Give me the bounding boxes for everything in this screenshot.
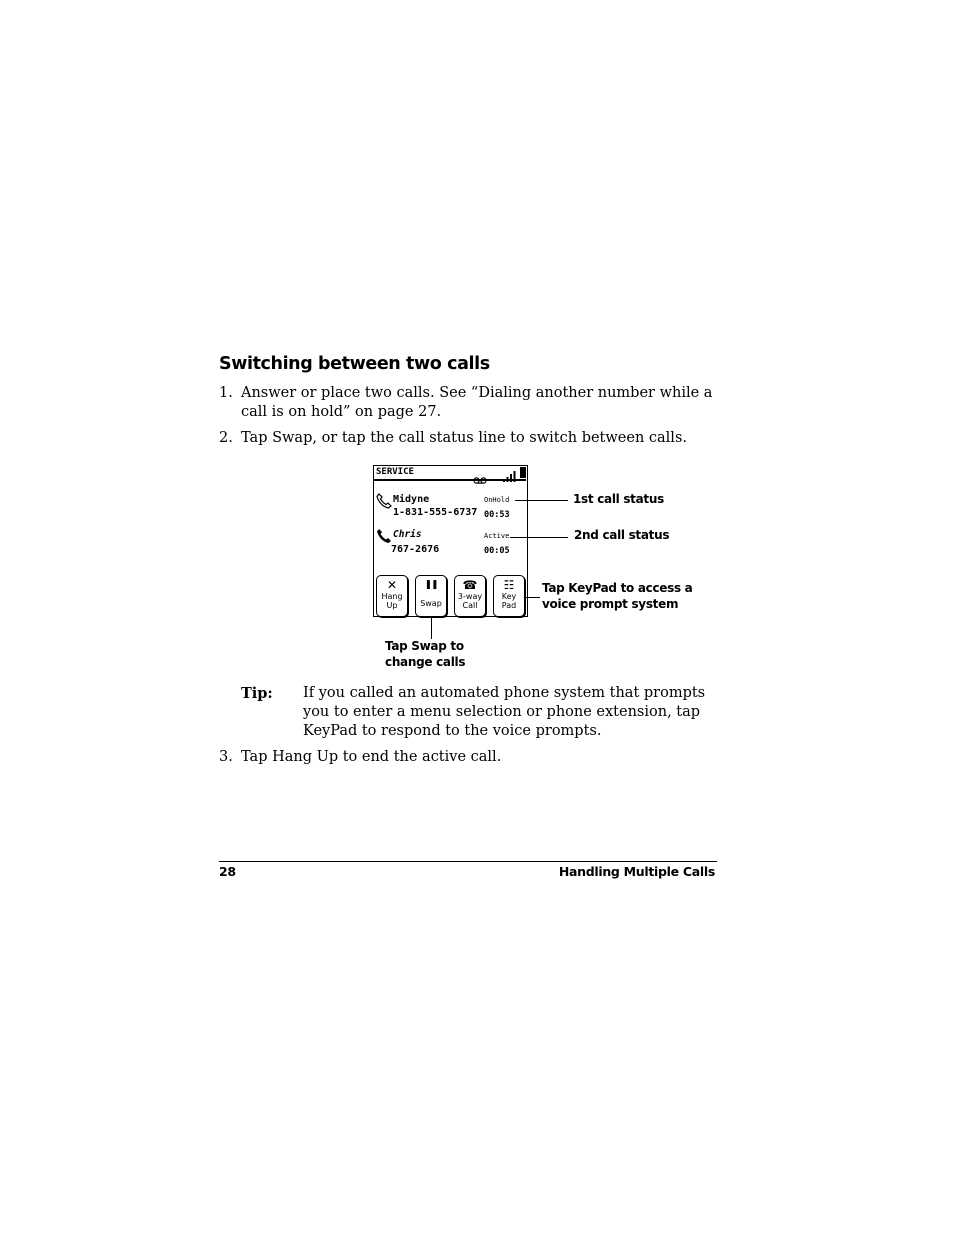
- call-2-status[interactable]: Active: [484, 532, 510, 540]
- service-label: SERVICE: [376, 467, 414, 477]
- swap-button[interactable]: [415, 575, 447, 617]
- callout-line-first-status: [515, 500, 568, 501]
- step-2-text: Tap Swap, or tap the call status line to switch between calls.: [241, 430, 687, 446]
- three-way-call-icon: ☎: [462, 578, 478, 592]
- battery-icon: [520, 467, 526, 478]
- callout-line-swap: [431, 618, 432, 639]
- step-3-number: 3.: [219, 749, 233, 765]
- callout-swap-line1: Tap Swap to: [385, 639, 464, 653]
- status-bar-divider: [374, 479, 526, 481]
- keypad-icon: ☷: [503, 578, 515, 592]
- callout-second-call-status: 2nd call status: [574, 528, 670, 542]
- hang-up-button[interactable]: [376, 575, 408, 617]
- callout-line-keypad: [525, 597, 540, 598]
- tip-text: If you called an automated phone system that prompts you to enter a menu selection or phone extension, tap KeyPad to respond to the voice prompts.: [303, 685, 706, 739]
- three-way-label-line1: 3-way: [457, 592, 483, 601]
- call-2-timer: 00:05: [484, 546, 510, 556]
- call-2-number[interactable]: 767-2676: [391, 544, 440, 555]
- voicemail-icon: [473, 469, 487, 476]
- section-heading: Switching between two calls: [219, 354, 490, 374]
- callout-first-call-status: 1st call status: [573, 492, 664, 506]
- tip-label: Tip:: [241, 685, 273, 702]
- phone-outline-icon[interactable]: [376, 493, 392, 509]
- step-2-number: 2.: [219, 430, 233, 446]
- hang-up-label-line2: Up: [386, 601, 398, 610]
- callout-line-second-status: [510, 537, 568, 538]
- keypad-label-line1: Key: [501, 592, 517, 601]
- callout-keypad-line1: Tap KeyPad to access a: [542, 581, 693, 595]
- step-1-number: 1.: [219, 385, 233, 401]
- step-3-text: Tap Hang Up to end the active call.: [241, 749, 502, 765]
- signal-bars-icon: [503, 467, 517, 478]
- call-1-status[interactable]: OnHold: [484, 496, 510, 504]
- three-way-label-line2: Call: [462, 601, 478, 610]
- three-way-call-button[interactable]: [454, 575, 486, 617]
- close-icon: ✕: [386, 578, 398, 592]
- callout-keypad-line2: voice prompt system: [542, 597, 679, 611]
- keypad-label-line2: Pad: [501, 601, 517, 610]
- footer-chapter-title: Handling Multiple Calls: [558, 864, 715, 879]
- call-1-name[interactable]: Midyne: [393, 494, 430, 505]
- swap-label: Swap: [420, 599, 442, 608]
- hang-up-label-line1: Hang: [381, 592, 403, 601]
- callout-swap-line2: change calls: [385, 655, 466, 669]
- step-1-text: Answer or place two calls. See “Dialing another number while a call is on hold” on page 27.: [241, 385, 713, 420]
- footer-rule: [219, 861, 717, 862]
- call-1-number[interactable]: 1-831-555-6737: [393, 507, 478, 518]
- phone-solid-icon[interactable]: [376, 528, 392, 544]
- call-1-timer: 00:53: [484, 510, 510, 520]
- call-2-name[interactable]: Chris: [393, 529, 422, 540]
- phone-screen: [373, 465, 528, 617]
- pause-icon: ❚❚: [424, 580, 438, 590]
- page-number: 28: [219, 864, 236, 879]
- keypad-button[interactable]: [493, 575, 525, 617]
